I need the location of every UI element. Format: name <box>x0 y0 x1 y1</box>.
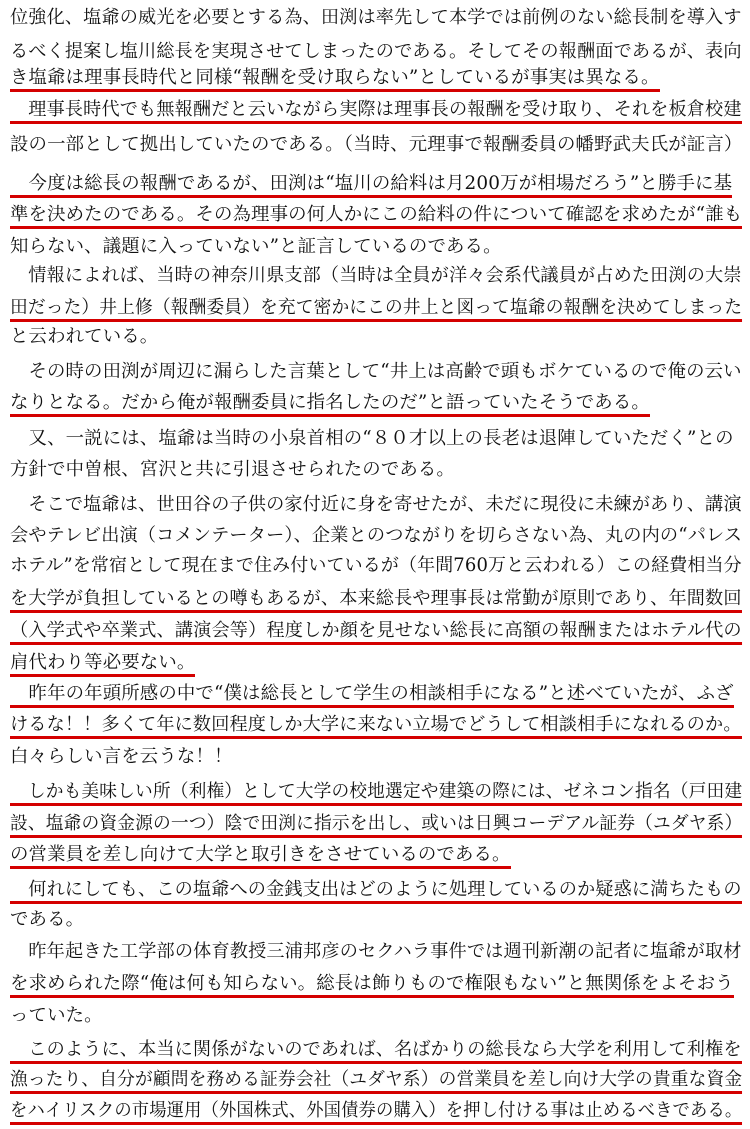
underlined-text: 漁ったり、自分が顧問を務める証券会社（ユダヤ系）の営業員を差し向け大学の貴重な資金 <box>10 1069 742 1094</box>
underlined-text: 今度は総長の報酬であるが、田渕は“塩川の給料は月200万が相場だろう”と勝手に基 <box>10 173 732 198</box>
text-line <box>10 1068 742 1092</box>
underlined-text: 昨年の年頭所感の中で“僕は総長として学生の相談相手になる”と述べていたが、ふざ <box>10 683 734 708</box>
underlined-text: けるな！！多くて年に数回程度しか大学に来ない立場でどうして相談相手になれるのか。 <box>10 714 742 739</box>
underlined-text: を求められた際“俺は何も知らない。総長は飾りもので権限もない”と無関係をよそおう <box>10 973 734 998</box>
text-line: その時の田渕が周辺に漏らした言葉として“井上は高齢で頭もボケているので俺の云い <box>10 361 742 382</box>
text-line: 設の一部として拠出していたのである。（当時、元理事で報酬委員の幡野武夫氏が証言） <box>10 134 743 155</box>
underlined-text: （入学式や卒業式、講演会等）程度しか顔を見せない総長に高額の報酬またはホテル代の <box>10 620 742 645</box>
text-line <box>10 878 742 902</box>
text-line <box>10 713 742 737</box>
text-line <box>10 780 742 804</box>
text-line: 知らない、議題に入っていない”と証言しているのである。 <box>10 236 502 257</box>
text-line: である。 <box>10 909 85 930</box>
underlined-text: 準を決めたのである。その為理事の何人かにこの給料の件について確認を求めたが“誰も <box>10 204 742 229</box>
underlined-text: の営業員を差し向けて大学と取引きをさせているのである。 <box>10 844 511 869</box>
text-line <box>10 812 742 836</box>
underlined-text: なりとなる。だから俺が報酬委員に指名したのだ”と語っていたそうである。 <box>10 392 650 417</box>
text-line <box>10 172 732 196</box>
underlined-text: 田だった）井上修（報酬委員）を充て密かにこの井上と図って塩爺の報酬を決めてしまった <box>10 297 742 322</box>
text-line <box>10 972 734 996</box>
text-line: と云われている。 <box>10 326 159 347</box>
text-line <box>10 98 742 122</box>
text-line: っていた。 <box>10 1005 103 1026</box>
text-line: 会やテレビ出演（コメンテーター）、企業とのつながりを切らさない為、丸の内の“パレス <box>10 525 743 546</box>
text-line <box>10 66 660 90</box>
underlined-text: を大学が負担しているとの噂もあるが、本来総長や理事長は常勤が原則であり、年間数回 <box>10 588 742 613</box>
underlined-text: このように、本当に関係がないのであれば、名ばかりの総長なら大学を利用して利権を <box>10 1039 742 1064</box>
underlined-text: 何れにしても、この塩爺への金銭支出はどのように処理しているのか疑惑に満ちたもの <box>10 879 742 904</box>
text-line: ホテル”を常宿として現在まで住み付いているが（年間760万と云われる）この経費相当分 <box>10 555 742 576</box>
underlined-text: しかも美味しい所（利権）として大学の校地選定や建築の際には、ゼネコン指名（戸田建 <box>10 781 742 806</box>
text-line <box>10 587 742 611</box>
text-line <box>10 296 742 320</box>
text-line: 昨年起きた工学部の体育教授三浦邦彦のセクハラ事件では週刊新潮の記者に塩爺が取材 <box>10 941 742 962</box>
underlined-text: をハイリスクの市場運用（外国株式、外国債券の購入）を押し付ける事は止めるべきである。 <box>10 1100 742 1125</box>
text-line <box>10 391 650 415</box>
text-line <box>10 1099 742 1123</box>
text-line <box>10 1038 742 1062</box>
underlined-text: き塩爺は理事長時代と同様“報酬を受け取らない”としているが事実は異なる。 <box>10 67 660 92</box>
text-line <box>10 203 742 227</box>
text-line: 情報によれば、当時の神奈川県支部（当時は全員が洋々会系代議員が占めた田渕の大崇 <box>10 265 742 286</box>
underlined-text: 設、塩爺の資金源の一つ）陰で田渕に指示を出し、或いは日興コーデアル証券（ユダヤ系） <box>10 813 742 838</box>
text-line <box>10 619 742 643</box>
text-line: 白々らしい言を云うな！！ <box>10 746 233 767</box>
underlined-text: 理事長時代でも無報酬だと云いながら実際は理事長の報酬を受け取り、それを板倉校建 <box>10 99 742 124</box>
text-line: そこで塩爺は、世田谷の子供の家付近に身を寄せたが、未だに現役に未練があり、講演 <box>10 494 742 515</box>
text-line <box>10 651 195 675</box>
text-line <box>10 682 734 706</box>
text-line: 又、一説には、塩爺は当時の小泉首相の“８０才以上の長老は退陣していただく”との <box>10 428 734 449</box>
text-line: るべく提案し塩川総長を実現させてしまったのである。そしてその報酬面であるが、表向 <box>10 41 742 62</box>
text-line: 位強化、塩爺の威光を必要とする為、田渕は率先して本学では前例のない総長制を導入す <box>10 7 742 28</box>
text-line: 方針で中曽根、宮沢と共に引退させられたのである。 <box>10 459 455 480</box>
text-line <box>10 843 511 867</box>
underlined-text: 肩代わり等必要ない。 <box>10 652 195 677</box>
